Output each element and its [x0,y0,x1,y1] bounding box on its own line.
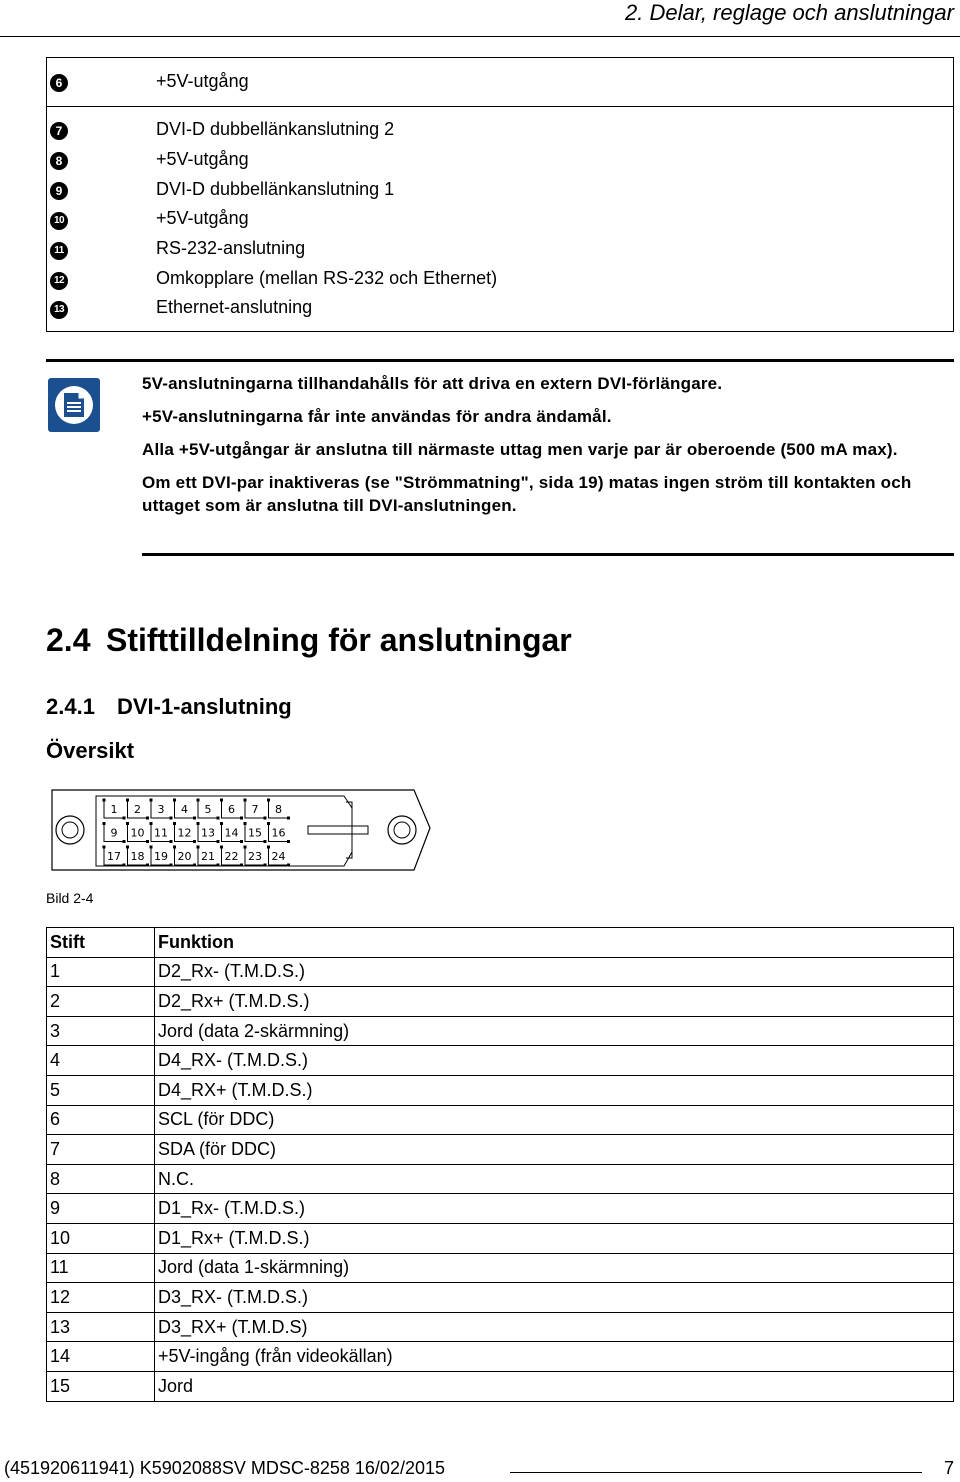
table-row [47,1135,954,1165]
connector-pin [173,822,196,843]
pin-label: 4 [181,803,188,816]
connector-pin [150,846,173,867]
pin-function-cell: D3_RX+ (T.M.D.S) [155,1312,954,1342]
screw-hole-left [56,816,84,844]
screw-hole-left-inner [62,822,78,838]
legend-row [46,234,954,264]
pin-number-cell: 5 [47,1075,155,1105]
header-rule [0,36,960,37]
pin-number-cell: 9 [47,1194,155,1224]
pin-label: 10 [130,826,145,840]
pin-number-cell: 14 [47,1342,155,1372]
pin-function-cell: D2_Rx+ (T.M.D.S.) [155,987,954,1017]
pin-label: 1 [110,803,118,816]
pin-label: 9 [110,826,118,840]
pin-function-cell: D1_Rx- (T.M.D.S.) [155,1194,954,1224]
pin-function-cell: D4_RX+ (T.M.D.S.) [155,1075,954,1105]
dvi-connector-diagram [46,782,446,882]
figure-caption: Bild 2-4 [46,890,94,906]
pin-label: 6 [228,803,235,816]
pin-function-cell: SDA (för DDC) [155,1135,954,1165]
table-row [47,1312,954,1342]
pin-function-cell: Jord (data 1-skärmning) [155,1253,954,1283]
connector-pin [103,799,126,820]
pin-label: 21 [201,850,215,863]
connector-pin [244,799,267,820]
chapter-title: 2. Delar, reglage och anslutningar [625,0,954,25]
pin-number-cell: 7 [47,1135,155,1165]
callout-badge: 9 [50,182,68,200]
page-number: 7 [943,1458,954,1478]
pin-label: 15 [248,826,262,840]
table-row [47,1016,954,1046]
pin-number-cell: 4 [47,1046,155,1076]
section-number: 2.4 [46,622,91,658]
legend-row [46,174,954,204]
connector-pin [150,822,173,843]
connector-pin [267,799,290,820]
legend-row [46,263,954,293]
pin-label: 22 [224,850,239,863]
connector-pin [173,799,196,820]
footer-doc-ref: (451920611941) K5902088SV MDSC-8258 16/02/2015 [4,1458,445,1478]
note-icon [48,378,100,432]
section-title: Stifttilldelning för anslutningar [106,622,572,658]
table-row [47,987,954,1017]
pin-label: 3 [157,803,165,816]
table-header-row [47,928,954,958]
connector-pin [103,822,126,843]
connector-pin [197,799,220,820]
legend-label: +5V-utgång [156,71,249,91]
pin-function-cell: Jord (data 2-skärmning) [155,1016,954,1046]
pin-function-cell: D2_Rx- (T.M.D.S.) [155,957,954,987]
table-row [47,1105,954,1135]
ground-blade [308,826,368,834]
pin-label: 23 [248,850,262,863]
pin-label: 16 [271,826,286,840]
legend-label: +5V-utgång [156,149,249,170]
pin-function-cell: D1_Rx+ (T.M.D.S.) [155,1223,954,1253]
legend-row [46,293,954,323]
pin-function-cell: SCL (för DDC) [155,1105,954,1135]
table-row [47,1253,954,1283]
pin-assignment-table [46,927,954,1402]
pin-label: 24 [271,850,286,863]
note-text [142,372,956,527]
column-header-pin: Stift [47,928,155,958]
connector-pin [197,846,220,867]
pin-number-cell: 1 [47,957,155,987]
callout-badge: 7 [50,122,68,140]
connector-pin [126,846,149,867]
callout-badge: 6 [50,74,68,92]
note-line: Alla +5V-utgångar är anslutna till närmaste uttag men varje par är oberoende (500 mA max). [142,440,898,459]
connector-pin [126,799,149,820]
connector-pin [244,822,267,843]
pin-function-cell: Jord [155,1371,954,1401]
table-row [47,1164,954,1194]
pin-label: 7 [251,803,259,816]
connector-pin [267,846,290,867]
table-row [47,1283,954,1313]
overview-heading: Översikt [46,738,135,763]
column-header-function: Funktion [155,928,954,958]
pin-label: 14 [224,826,239,840]
screw-hole-right-inner [394,822,410,838]
note-rule-top [46,359,954,362]
pin-function-cell: D4_RX- (T.M.D.S.) [155,1046,954,1076]
legend-label: Ethernet-anslutning [156,297,313,318]
connector-pin [126,822,149,843]
pin-label: 12 [177,826,192,840]
legend-row [46,145,954,175]
table-row [47,1194,954,1224]
pin-number-cell: 2 [47,987,155,1017]
note-line: +5V-anslutningarna får inte användas för andra ändamål. [142,407,612,426]
legend-row [46,57,954,115]
table-row [47,957,954,987]
pin-function-cell: N.C. [155,1164,954,1194]
connector-pin [173,846,196,867]
connector-pin [220,799,243,820]
note-rule-bottom [142,553,954,556]
legend-label: +5V-utgång [156,208,249,229]
pin-number-cell: 12 [47,1283,155,1313]
pin-label: 2 [134,803,141,816]
note-line: 5V-anslutningarna tillhandahålls för att driva en extern DVI-förlängare. [142,374,723,393]
pin-label: 17 [107,850,121,863]
pin-label: 19 [154,850,168,863]
callout-badge: 13 [50,301,68,319]
table-row [47,1371,954,1401]
pin-number-cell: 10 [47,1223,155,1253]
table-row [47,1075,954,1105]
pin-function-cell: D3_RX- (T.M.D.S.) [155,1283,954,1313]
pin-label: 8 [275,803,282,816]
callout-badge: 12 [50,272,68,290]
connector-pin [267,822,290,843]
pin-number-cell: 15 [47,1371,155,1401]
legend-label: DVI-D dubbellänkanslutning 2 [156,119,395,140]
pin-number-cell: 13 [47,1312,155,1342]
connector-pin [197,822,220,843]
pin-label: 5 [204,803,212,816]
pin-number-cell: 8 [47,1164,155,1194]
connector-pin [244,846,267,867]
pin-label: 11 [154,826,168,840]
connector-pin [103,846,126,867]
pin-number-cell: 3 [47,1016,155,1046]
pin-label: 13 [201,826,215,840]
pin-function-cell: +5V-ingång (från videokällan) [155,1342,954,1372]
pin-label: 20 [177,850,192,863]
pin-number-cell: 11 [47,1253,155,1283]
callout-badge: 8 [50,152,68,170]
table-row [47,1046,954,1076]
screw-hole-right [388,816,416,844]
legend-label: Omkopplare (mellan RS-232 och Ethernet) [156,267,498,288]
table-row [47,1223,954,1253]
footer-rule [510,1472,922,1473]
legend-label: DVI-D dubbellänkanslutning 1 [156,178,395,199]
legend-table [46,57,954,323]
subsection-title: DVI-1-anslutning [116,694,292,719]
legend-row [46,115,954,145]
legend-label: RS-232-anslutning [156,238,306,259]
callout-badge: 11 [50,242,68,260]
pin-number-cell: 6 [47,1105,155,1135]
pin-label: 18 [130,850,145,863]
section-heading [46,622,572,659]
legend-row [46,204,954,234]
subsection-heading [46,694,292,720]
connector-pin [220,846,243,867]
connector-pin [150,799,173,820]
subsection-number: 2.4.1 [46,694,95,719]
callout-badge: 10 [50,212,68,230]
table-row [47,1342,954,1372]
note-line: Om ett DVI-par inaktiveras (se "Strömmatning", sida 19) matas ingen ström till kontakten och uttaget som är anslutna till DVI-anslutningen. [142,473,912,515]
connector-pin [220,822,243,843]
